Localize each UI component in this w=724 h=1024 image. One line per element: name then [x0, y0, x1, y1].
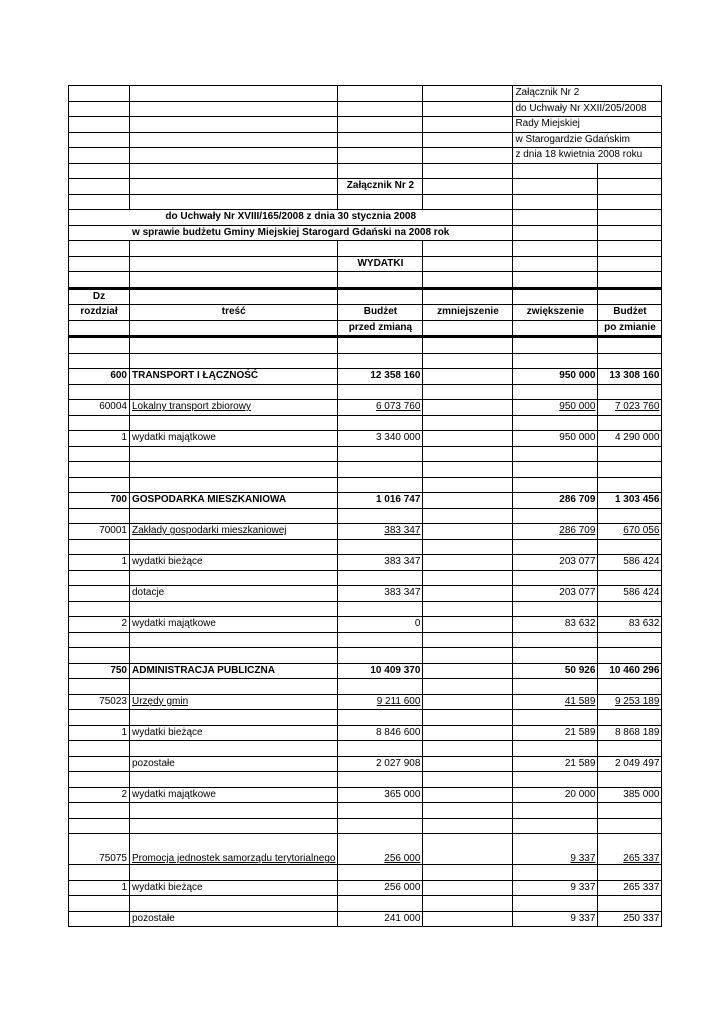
cell-name: wydatki bieżące: [130, 725, 338, 741]
cell-name: wydatki majątkowe: [130, 617, 338, 633]
header-line-2: do Uchwały Nr XXII/205/2008: [513, 101, 662, 117]
subject-title: w sprawie budżetu Gminy Miejskiej Starogard Gdański na 2008 rok: [69, 225, 513, 241]
cell-name: TRANSPORT I ŁĄCZNOŚĆ: [130, 369, 338, 385]
table-row: [69, 911, 662, 927]
table-row: [69, 369, 662, 385]
cell-code: 1: [69, 431, 130, 447]
cell-inc: 9 337: [513, 911, 598, 927]
cell-after: 4 290 000: [598, 431, 662, 447]
table-row: [69, 663, 662, 679]
cell-code: [69, 756, 130, 772]
table-row: [69, 493, 662, 509]
cell-after: 2 049 497: [598, 756, 662, 772]
cell-name: Urzędy gmin: [130, 694, 338, 710]
cell-before: 8 846 600: [338, 725, 423, 741]
cell-dec: [423, 787, 513, 803]
cell-code: [69, 911, 130, 927]
cell-after: 10 460 296: [598, 663, 662, 679]
cell-inc: 83 632: [513, 617, 598, 633]
header-row: [69, 117, 662, 133]
cell-code: [69, 586, 130, 602]
table-row: [69, 431, 662, 447]
cell-dec: [423, 431, 513, 447]
cell-dec: [423, 756, 513, 772]
cell-after: 265 337: [598, 880, 662, 896]
table-row: [69, 694, 662, 710]
cell-before: 12 358 160: [338, 369, 423, 385]
cell-dec: [423, 880, 513, 896]
cell-name: pozostałe: [130, 911, 338, 927]
col-zwiekszenie: zwiększenie: [513, 305, 598, 321]
cell-code: 70001: [69, 524, 130, 540]
cell-dec: [423, 555, 513, 571]
header-row: [69, 148, 662, 164]
cell-code: 600: [69, 369, 130, 385]
cell-before: 9 211 600: [338, 694, 423, 710]
cell-code: 75023: [69, 694, 130, 710]
cell-before: 6 073 760: [338, 400, 423, 416]
cell-dec: [423, 694, 513, 710]
cell-dec: [423, 400, 513, 416]
cell-dec: [423, 617, 513, 633]
cell-after: 385 000: [598, 787, 662, 803]
col-przed-zmiana: przed zmianą: [338, 320, 423, 337]
cell-before: 383 347: [338, 524, 423, 540]
cell-after: 670 056: [598, 524, 662, 540]
cell-name: dotacje: [130, 586, 338, 602]
table-row: [69, 725, 662, 741]
cell-before: 365 000: [338, 787, 423, 803]
cell-name: wydatki majątkowe: [130, 431, 338, 447]
cell-inc: 9 337: [513, 880, 598, 896]
cell-dec: [423, 493, 513, 509]
cell-dec: [423, 663, 513, 679]
col-budzet-before: Budżet: [338, 305, 423, 321]
header-line-5: z dnia 18 kwietnia 2008 roku: [513, 148, 662, 164]
table-row: [69, 756, 662, 772]
section-title: WYDATKI: [338, 256, 423, 272]
header-line-1: Załącznik Nr 2: [513, 86, 662, 102]
cell-before: 383 347: [338, 555, 423, 571]
cell-inc: 21 589: [513, 725, 598, 741]
cell-code: 1: [69, 880, 130, 896]
cell-before: 383 347: [338, 586, 423, 602]
cell-after: 1 303 456: [598, 493, 662, 509]
cell-inc: 41 589: [513, 694, 598, 710]
table-row: [69, 400, 662, 416]
col-budzet-after: Budżet: [598, 305, 662, 321]
cell-before: 2 027 908: [338, 756, 423, 772]
cell-after: 9 253 189: [598, 694, 662, 710]
header-line-3: Rady Miejskiej: [513, 117, 662, 133]
col-zmniejszenie: zmniejszenie: [423, 305, 513, 321]
cell-code: 75075: [69, 834, 130, 865]
cell-name: Zakłady gospodarki mieszkaniowej: [130, 524, 338, 540]
col-dz: Dz: [69, 288, 130, 305]
table-row: [69, 524, 662, 540]
table-row: [69, 880, 662, 896]
header-line-4: w Starogardzie Gdańskim: [513, 132, 662, 148]
cell-name: wydatki bieżące: [130, 880, 338, 896]
cell-after: 265 337: [598, 834, 662, 865]
cell-inc: 950 000: [513, 369, 598, 385]
resolution-title: do Uchwały Nr XVIII/165/2008 z dnia 30 stycznia 2008: [69, 210, 513, 226]
cell-before: 256 000: [338, 880, 423, 896]
col-po-zmianie: po zmianie: [598, 320, 662, 337]
cell-code: 60004: [69, 400, 130, 416]
cell-name: Promocja jednostek samorządu terytorialnego: [130, 834, 338, 865]
cell-inc: 203 077: [513, 555, 598, 571]
cell-code: 2: [69, 617, 130, 633]
cell-before: 10 409 370: [338, 663, 423, 679]
cell-name: wydatki majątkowe: [130, 787, 338, 803]
cell-before: 256 000: [338, 834, 423, 865]
cell-inc: 950 000: [513, 400, 598, 416]
cell-after: 7 023 760: [598, 400, 662, 416]
cell-after: 8 868 189: [598, 725, 662, 741]
cell-inc: 50 926: [513, 663, 598, 679]
cell-dec: [423, 834, 513, 865]
budget-table: [68, 85, 662, 927]
cell-inc: 286 709: [513, 493, 598, 509]
table-row: [69, 834, 662, 865]
cell-dec: [423, 911, 513, 927]
cell-after: 250 337: [598, 911, 662, 927]
col-tresc: treść: [130, 305, 338, 321]
cell-name: pozostałe: [130, 756, 338, 772]
cell-inc: 286 709: [513, 524, 598, 540]
cell-dec: [423, 586, 513, 602]
cell-inc: 21 589: [513, 756, 598, 772]
cell-after: 586 424: [598, 586, 662, 602]
cell-after: 586 424: [598, 555, 662, 571]
cell-inc: 203 077: [513, 586, 598, 602]
cell-after: 83 632: [598, 617, 662, 633]
cell-dec: [423, 524, 513, 540]
cell-inc: 950 000: [513, 431, 598, 447]
cell-before: 0: [338, 617, 423, 633]
budget-rows: [69, 337, 662, 927]
cell-code: 2: [69, 787, 130, 803]
header-row: [69, 86, 662, 102]
cell-name: ADMINISTRACJA PUBLICZNA: [130, 663, 338, 679]
col-rozdzial: rozdział: [69, 305, 130, 321]
cell-inc: 9 337: [513, 834, 598, 865]
cell-code: 1: [69, 555, 130, 571]
cell-inc: 20 000: [513, 787, 598, 803]
attachment-title: Załącznik Nr 2: [338, 179, 423, 195]
table-row: [69, 787, 662, 803]
cell-code: 750: [69, 663, 130, 679]
cell-name: wydatki bieżące: [130, 555, 338, 571]
cell-after: 13 308 160: [598, 369, 662, 385]
cell-code: 700: [69, 493, 130, 509]
cell-name: Lokalny transport zbiorowy: [130, 400, 338, 416]
table-row: [69, 555, 662, 571]
table-row: [69, 617, 662, 633]
cell-name: GOSPODARKA MIESZKANIOWA: [130, 493, 338, 509]
header-row: [69, 132, 662, 148]
header-row: [69, 101, 662, 117]
cell-dec: [423, 725, 513, 741]
cell-dec: [423, 369, 513, 385]
cell-before: 241 000: [338, 911, 423, 927]
cell-before: 3 340 000: [338, 431, 423, 447]
table-row: [69, 586, 662, 602]
cell-code: 1: [69, 725, 130, 741]
cell-before: 1 016 747: [338, 493, 423, 509]
